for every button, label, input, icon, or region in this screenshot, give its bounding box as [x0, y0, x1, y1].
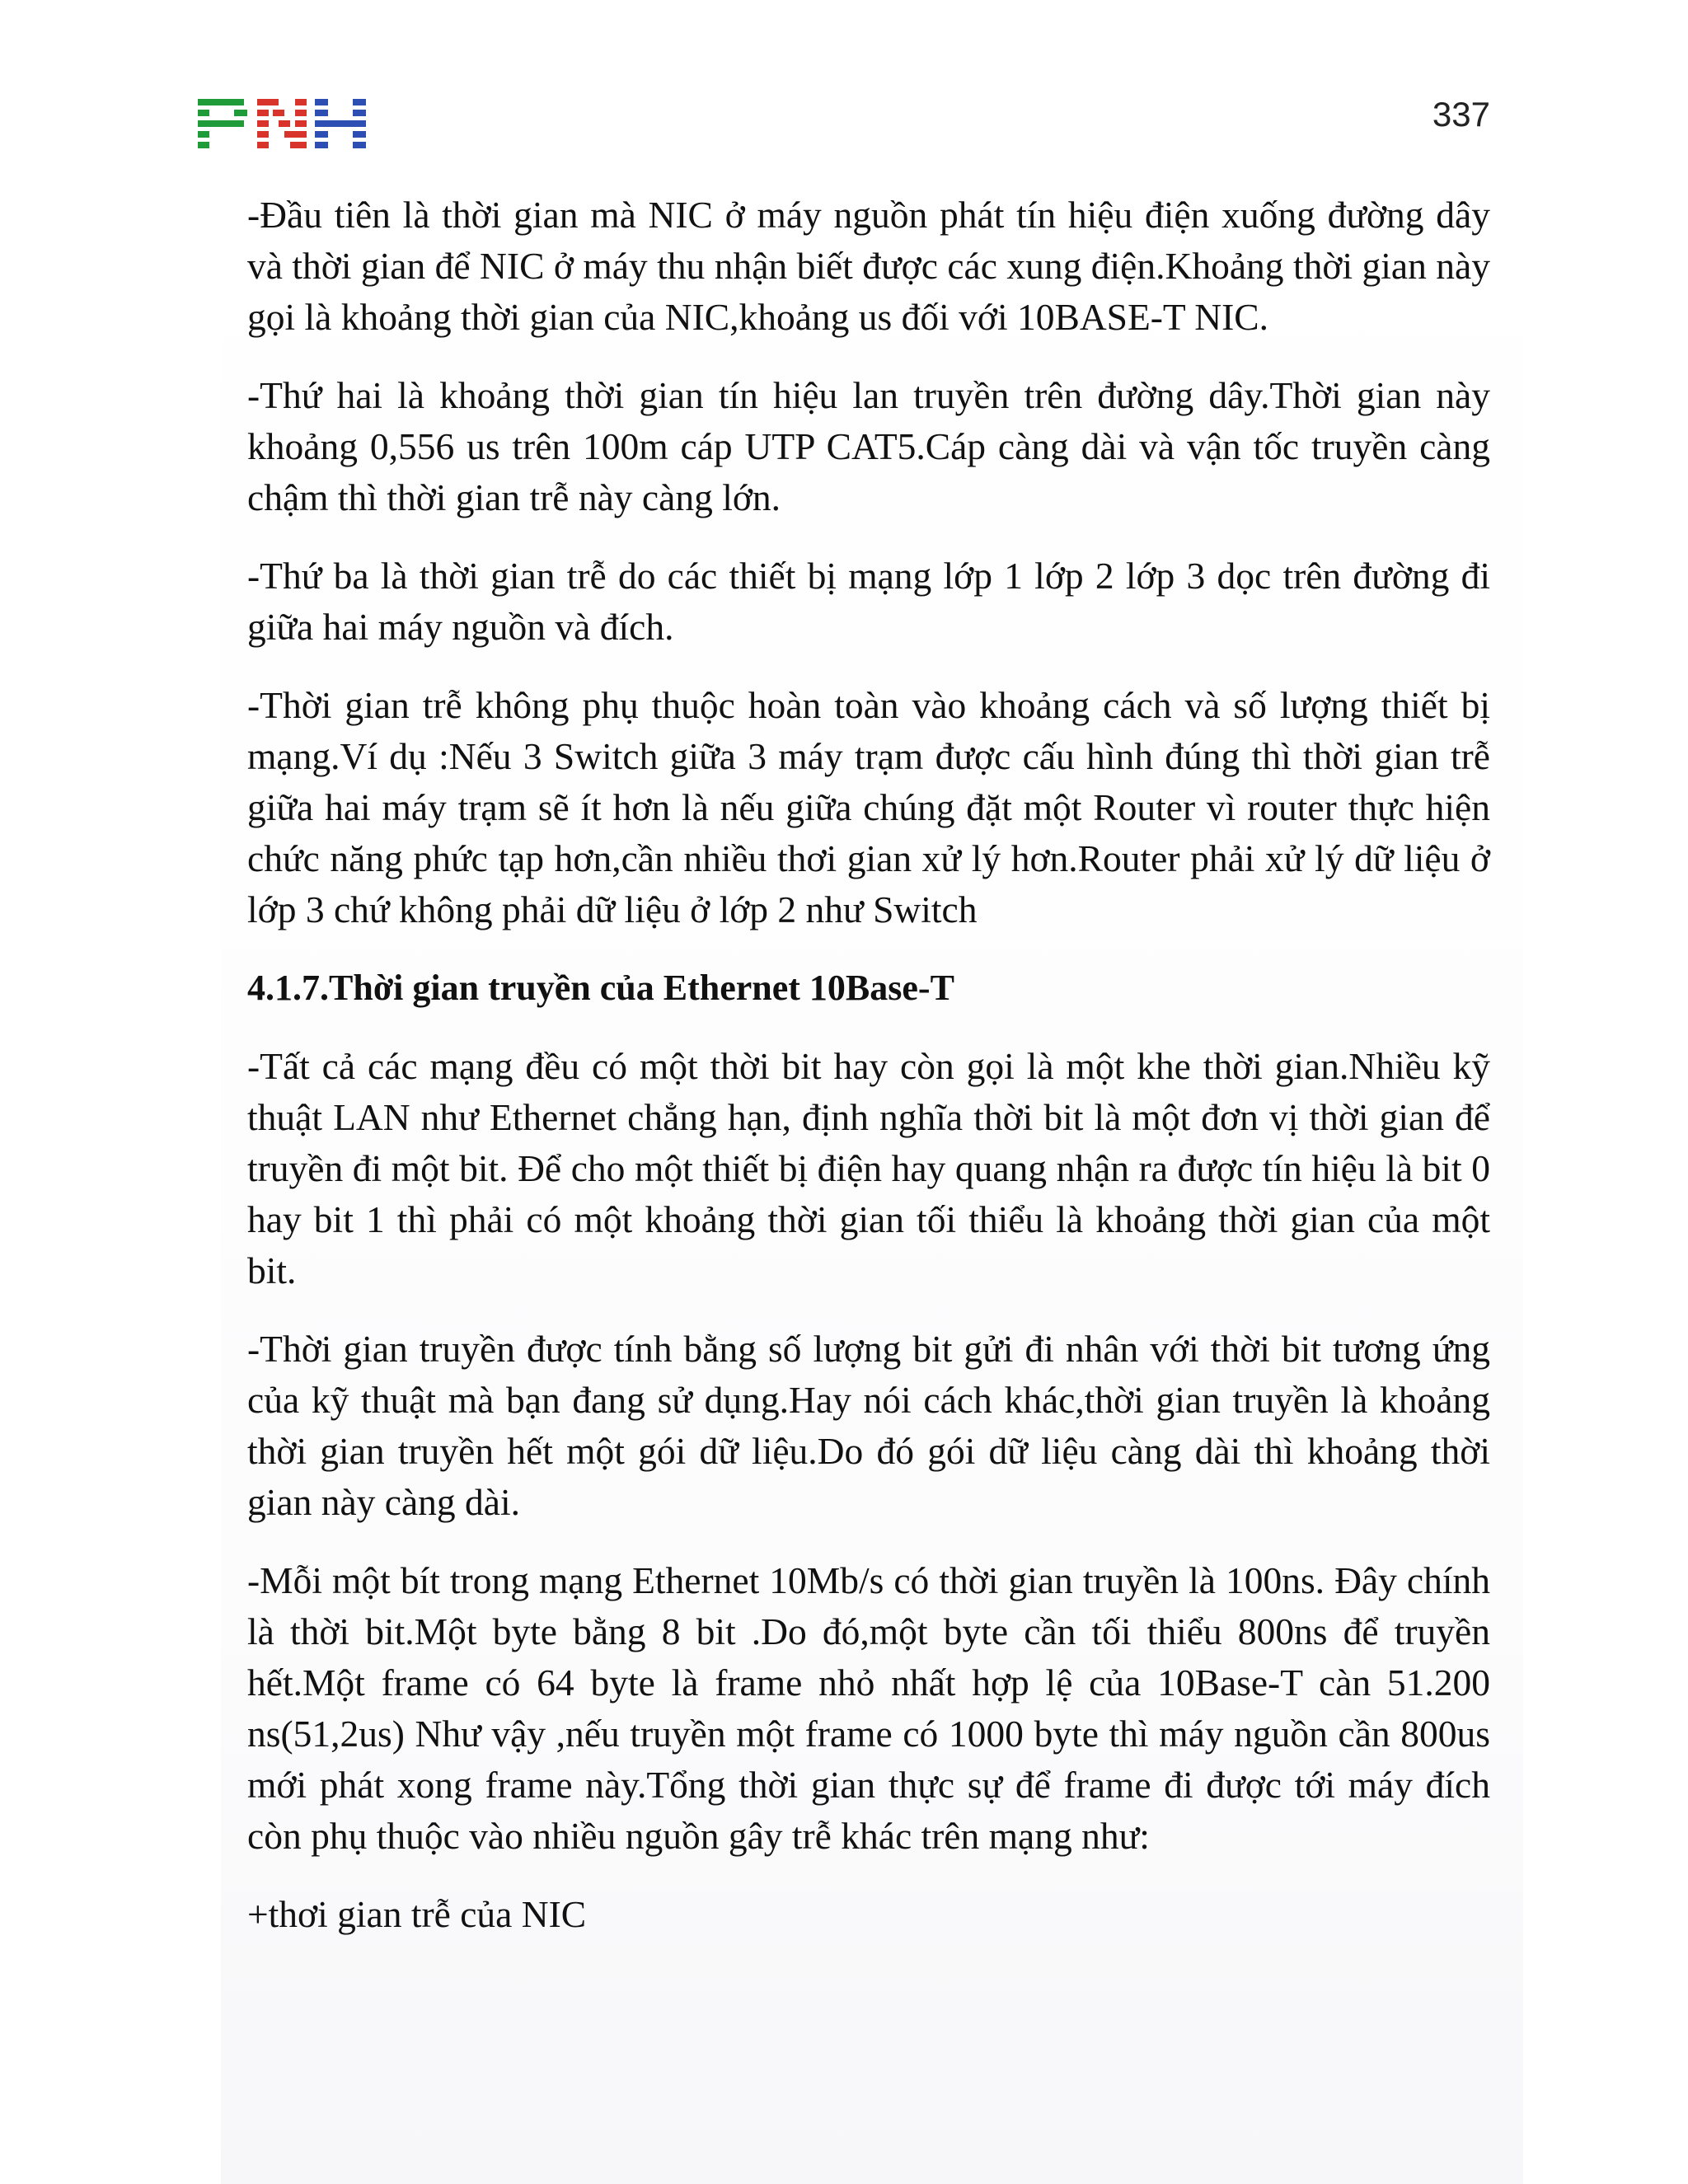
paragraph-nic-delay: -Đầu tiên là thời gian mà NIC ở máy nguồn phát tín hiệu điện xuống đường dây và thời gian để NIC ở máy thu nhận biết được các xung điện.Khoảng thời gian này gọi là khoảng thời gian của NIC,khoảng us đối với 10BASE-T NIC.	[247, 194, 1490, 338]
body-text	[247, 190, 1490, 1967]
logo-letter-n	[257, 99, 307, 148]
paragraph-device-delay: -Thứ ba là thời gian trễ do các thiết bị mạng lớp 1 lớp 2 lớp 3 dọc trên đường đi giữa hai máy nguồn và đích.	[247, 555, 1490, 648]
paragraph-nic-delay-item: +thơi gian trễ của NIC	[247, 1893, 587, 1935]
paragraph-ethernet-bit-time: -Mỗi một bít trong mạng Ethernet 10Mb/s có thời gian truyền là 100ns. Đây chính là thời bit.Một byte bằng 8 bit .Do đó,một byte cần tối thiểu 800ns để truyền hết.Một frame có 64 byte là frame nhỏ nhất hợp lệ của 10Base-T càn 51.200 ns(51,2us) Như vậy ,nếu truyền một frame có 1000 byte thì máy nguồn cần 800us mới phát xong frame này.Tổng thời gian thực sự để frame đi được tới máy đích còn phụ thuộc vào nhiều nguồn gây trễ khác trên mạng như:	[247, 1559, 1490, 1857]
logo-letter-h	[315, 99, 366, 148]
page-number: 337	[1432, 95, 1490, 134]
logo-letter-p	[198, 99, 247, 148]
paragraph-bit-time: -Tất cả các mạng đều có một thời bit hay còn gọi là một khe thời gian.Nhiều kỹ thuật LAN như Ethernet chẳng hạn, định nghĩa thời bit là một đơn vị thời gian để truyền đi một bit. Để cho một thiết bị điện hay quang nhận ra được tín hiệu là bit 0 hay bit 1 thì phải có một khoảng thời gian tối thiểu là khoảng thời gian của một bit.	[247, 1045, 1490, 1291]
paragraph-transmission-time: -Thời gian truyền được tính bằng số lượng bit gửi đi nhân với thời bit tương ứng của kỹ thuật mà bạn đang sử dụng.Hay nói cách khác,thời gian truyền là khoảng thời gian truyền hết một gói dữ liệu.Do đó gói dữ liệu càng dài thì khoảng thời gian này càng dài.	[247, 1328, 1490, 1523]
paragraph-delay-dependency: -Thời gian trễ không phụ thuộc hoàn toàn vào khoảng cách và số lượng thiết bị mạng.Ví dụ :Nếu 3 Switch giữa 3 máy trạm được cấu hình đúng thì thời gian trễ giữa hai máy trạm sẽ ít hơn là nếu giữa chúng đặt một Router vì router thực hiện chức năng phức tạp hơn,cần nhiều thơi gian xử lý hơn.Router phải xử lý dữ liệu ở lớp 3 chứ không phải dữ liệu ở lớp 2 như Switch	[247, 684, 1490, 930]
pnh-logo-icon	[198, 97, 367, 148]
paragraph-propagation-delay: -Thứ hai là khoảng thời gian tín hiệu lan truyền trên đường dây.Thời gian này khoảng 0,556 us trên 100m cáp UTP CAT5.Cáp càng dài và vận tốc truyền càng chậm thì thời gian trễ này càng lớn.	[247, 374, 1490, 518]
section-heading: 4.1.7.Thời gian truyền của Ethernet 10Base-T	[247, 968, 954, 1008]
